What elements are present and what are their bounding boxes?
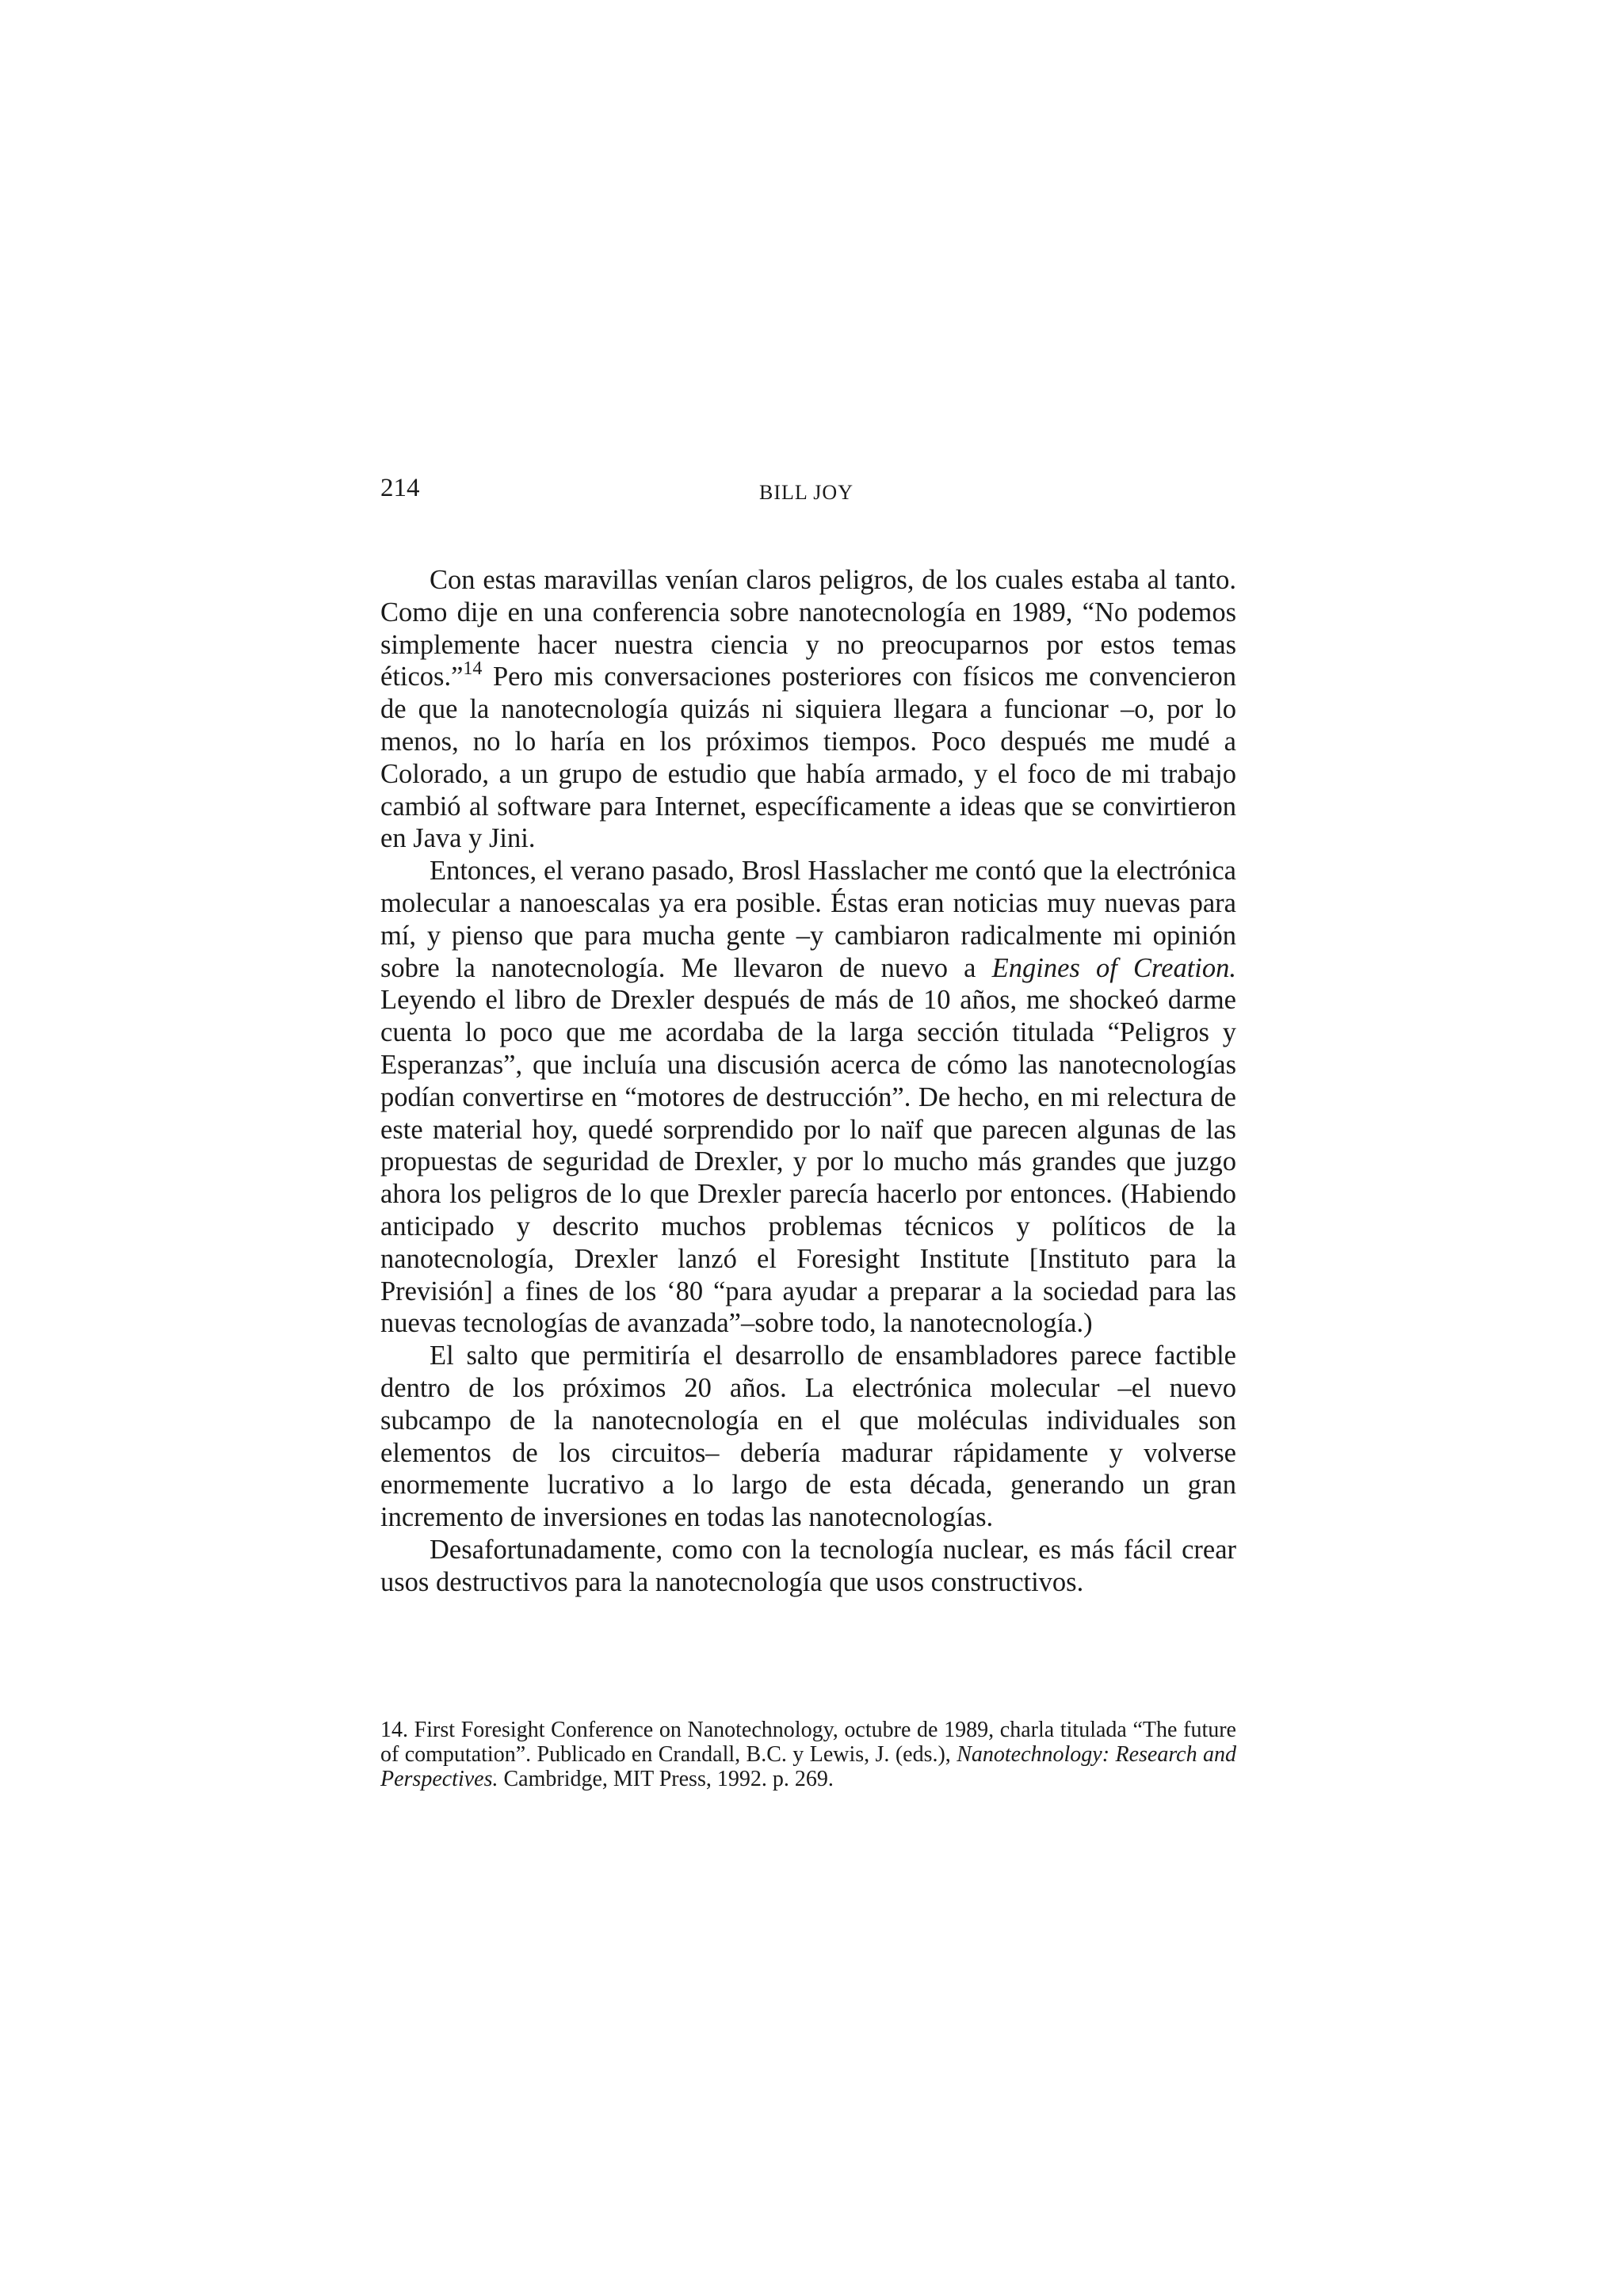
book-title-engines-of-creation: Engines of Creation. bbox=[991, 952, 1237, 983]
page-number: 214 bbox=[380, 474, 420, 502]
running-head: BILL JOY bbox=[759, 481, 854, 504]
paragraph-2-text-b: Leyendo el libro de Drexler después de más de 10 años, me shockeó darme cuenta lo poco que me acordaba de la larga sección titulada “Peligros y Esperanzas”, que incluía una discusión acerca de cómo las nanotecnologías podían convertirse en “motores de destrucción”. De hecho, en mi relectura de este material hoy, quedé sorprendido por lo naïf que parecen algunas de las propuestas de seguridad de Drexler, y por lo mucho más grandes que juzgo ahora los peligros de lo que Drexler parecía hacerlo por entonces. (Habiendo anticipado y descrito muchos problemas técnicos y políticos de la nanotecnología, Drexler lanzó el Foresight Institute [Instituto para la Previsión] a fines de los ‘80 “para ayudar a preparar a la sociedad para las nuevas tecnologías de avanzada”–sobre todo, la nanotecnología.) bbox=[380, 985, 1236, 1339]
paragraph-1 bbox=[380, 564, 1236, 855]
body-text bbox=[380, 564, 1236, 1599]
paragraph-2-text-a: Entonces, el verano pasado, Brosl Hasslacher me contó que la electrónica molecular a nanoescalas ya era posible. Éstas eran noticias muy nuevas para mí, y pienso que para mucha gente –y cambiaron radicalmente mi opinión sobre la nanotecnología. Me llevaron de nuevo a bbox=[380, 856, 1236, 983]
footnote-text-a: 14. First Foresight Conference on Nanotechnology, octubre de 1989, charla titulada “The future of computation”. Publicado en Crandall, B.C. y Lewis, J. (eds.), bbox=[380, 1718, 1236, 1767]
footnote-text-b: Cambridge, MIT Press, 1992. p. 269. bbox=[498, 1767, 834, 1791]
paragraph-1-text-a: Con estas maravillas venían claros peligros, de los cuales estaba al tanto. Como dije en una conferencia sobre nanotecnología en 1989, “No podemos simplemente hacer nuestra ciencia y no preocuparnos por estos temas éticos.” bbox=[380, 565, 1236, 692]
paragraph-4: Desafortunadamente, como con la tecnología nuclear, es más fácil crear usos destructivos para la nanotecnología que usos constructivos. bbox=[380, 1534, 1236, 1597]
footnote-book-title: Nanotechnology: Research and Perspectives. bbox=[380, 1742, 1237, 1791]
footnote bbox=[380, 1718, 1236, 1791]
paragraph-1-text-b: Pero mis conversaciones posteriores con físicos me convencieron de que la nanotecnología quizás ni siquiera llegara a funcionar –o, por lo menos, no lo haría en los próximos tiempos. Poco después me mudé a Colorado, a un grupo de estudio que había armado, y el foco de mi trabajo cambió al software para Internet, específicamente a ideas que se convirtieron en Java y Jini. bbox=[380, 662, 1236, 854]
footnote-reference: 14 bbox=[463, 658, 483, 680]
paragraph-2 bbox=[380, 855, 1236, 1340]
paragraph-3: El salto que permitiría el desarrollo de ensambladores parece factible dentro de los próximos 20 años. La electrónica molecular –el nuevo subcampo de la nanotecnología en el que moléculas individuales son elementos de los circuitos– debería madurar rápidamente y volverse enormemente lucrativo a lo largo de esta década, generando un gran incremento de inversiones en todas las nanotecnologías. bbox=[380, 1341, 1236, 1533]
